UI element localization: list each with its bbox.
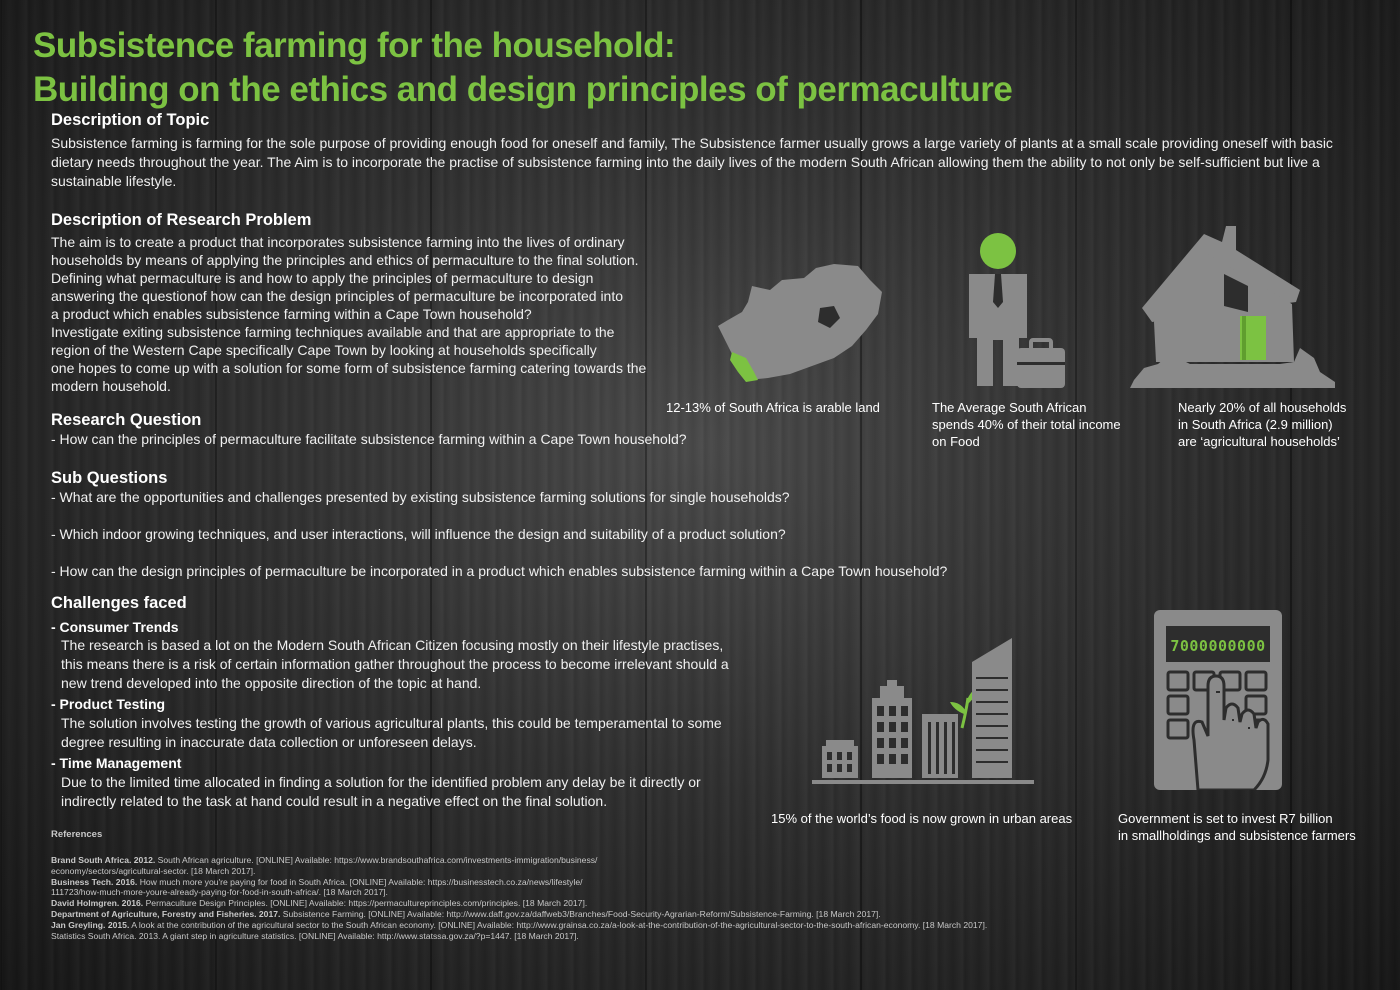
stat-line: The Average South African <box>932 400 1087 415</box>
references-list <box>51 855 1201 941</box>
house-icon <box>1130 212 1335 390</box>
stat-urban-food <box>771 810 1072 827</box>
stat-line: 12-13% of South Africa is arable land <box>666 400 880 415</box>
problem-line: Defining what permaculture is and how to apply the principles of permaculture to design <box>51 270 594 286</box>
stat-line: are ‘agricultural households’ <box>1178 434 1340 449</box>
reference-text: South African agriculture. [ONLINE] Available: https://www.brandsouthafrica.com/investments-immigration/business/ <box>155 855 598 865</box>
stat-agricultural-households <box>1178 399 1346 450</box>
challenge-body <box>61 714 722 752</box>
reference-author: Business Tech. 2016. <box>51 876 138 887</box>
reference-author: Department of Agriculture, Forestry and Fisheries. 2017. <box>51 908 281 919</box>
challenge-body <box>61 773 701 811</box>
reference-text: Subsistence Farming. [ONLINE] Available: http://www.daff.gov.za/daffweb3/Branches/Food-Security-Agrarian-Reform/Subsistence-Farming. [18 March 2017]. <box>280 908 881 919</box>
reference-text: Statistics South Africa. 2013. A giant step in agriculture statistics. [ONLINE] Available: http://www.statssa.gov.za/?p=1447. [18 March 2017]. <box>51 930 579 941</box>
challenge-line: new trend developed into the opposite direction of the topic at hand. <box>61 675 482 691</box>
problem-line: region of the Western Cape specifically Cape Town by looking at households specifically <box>51 342 597 358</box>
reference-text: Permaculture Design Principles. [ONLINE] Available: https://permacultureprinciples.com/principles. [18 March 2017]. <box>143 898 588 909</box>
problem-line: The aim is to create a product that incorporates subsistence farming into the lives of ordinary <box>51 234 625 250</box>
challenge-line: degree resulting in inaccurate data collection or unforeseen delays. <box>61 734 477 750</box>
problem-line: modern household. <box>51 378 171 394</box>
topic-heading: Description of Topic <box>51 111 210 129</box>
stat-arable-land <box>666 399 880 416</box>
reference-author: Brand South Africa. 2012. <box>51 855 156 865</box>
challenge-title: - Product Testing <box>51 696 166 712</box>
businessman-icon <box>965 232 1070 390</box>
challenge-title: - Consumer Trends <box>51 619 179 635</box>
challenge-body <box>61 636 729 693</box>
reference-text: A look at the contribution of the agricultural sector to the South African economy. [ONLINE] Available: http://www.grainsa.co.za/a-look-at-the-contribution-of-the-agricultural-sector-to-the-south-african-economy. [18 March 2017]. <box>129 919 988 930</box>
stat-government-investment <box>1118 810 1356 844</box>
calculator-display: 7000000000 <box>1170 637 1266 655</box>
sub-questions-heading: Sub Questions <box>51 469 168 487</box>
problem-line: one hopes to come up with a solution for some form of subsistence farming catering towards the <box>51 360 647 376</box>
stat-line: Government is set to invest R7 billion <box>1118 811 1333 826</box>
sub-question-item: - What are the opportunities and challenges presented by existing subsistence farming solutions for single households? <box>51 489 790 505</box>
city-skyline-icon <box>812 628 1034 786</box>
stat-line: 15% of the world’s food is now grown in urban areas <box>771 811 1073 826</box>
challenge-title: - Time Management <box>51 755 182 771</box>
reference-item <box>51 931 1201 942</box>
challenge-line: this means there is a risk of certain information gather throughout the process to become irrelevant should a <box>61 656 729 672</box>
stat-line: in South Africa (2.9 million) <box>1178 417 1333 432</box>
reference-text-cont: economy/sectors/agricultural-sector. [18 March 2017]. <box>51 865 256 876</box>
challenge-line: indirectly related to the task at hand could result in a negative effect on the final solution. <box>61 793 608 809</box>
reference-item <box>51 920 1201 931</box>
south-africa-map-icon <box>712 262 887 390</box>
title-line-2: Building on the ethics and design principles of permaculture <box>33 70 1013 109</box>
problem-line: Investigate exiting subsistence farming techniques available and that are appropriate to the <box>51 324 615 340</box>
reference-item <box>51 898 1201 909</box>
reference-item <box>51 877 1201 899</box>
research-question-heading: Research Question <box>51 411 202 429</box>
reference-author: Jan Greyling. 2015. <box>51 919 130 930</box>
problem-body <box>51 233 646 395</box>
research-question-text: - How can the principles of permaculture facilitate subsistence farming within a Cape Town household? <box>51 431 687 447</box>
sub-question-item: - Which indoor growing techniques, and user interactions, will influence the design and suitability of a product solution? <box>51 526 786 542</box>
reference-text: How much more you're paying for food in South Africa. [ONLINE] Available: https://businesstech.co.za/news/lifestyle/ <box>137 876 583 887</box>
page-title <box>33 24 1012 112</box>
topic-body: Subsistence farming is farming for the sole purpose of providing enough food for oneself and family, The Subsistence farmer usually grows a large variety of plants at a small scale providing oneself with basic dietary needs throughout the year. The Aim is to incorporate the practise of subsistence farming into the daily lives of the modern South African allowing them the ability to not only be self-sufficient but live a sustainable lifestyle. <box>51 135 1333 189</box>
reference-text-cont: 111723/how-much-more-youre-already-paying-for-food-in-south-africa/. [18 March 2017]. <box>51 887 388 898</box>
challenge-line: Due to the limited time allocated in finding a solution for the identified problem any delay be it directly or <box>61 774 701 790</box>
references-heading: References <box>51 829 103 840</box>
stat-line: on Food <box>932 434 980 449</box>
challenge-line: The solution involves testing the growth of various agricultural plants, this could be temperamental to some <box>61 715 722 731</box>
stat-line: spends 40% of their total income <box>932 417 1121 432</box>
stat-line: Nearly 20% of all households <box>1178 400 1347 415</box>
challenge-line: The research is based a lot on the Modern South African Citizen focusing mostly on their lifestyle practises, <box>61 637 724 653</box>
challenges-heading: Challenges faced <box>51 594 187 612</box>
reference-item <box>51 855 1201 877</box>
problem-line: a product which enables subsistence farming within a Cape Town household? <box>51 306 532 322</box>
title-line-1: Subsistence farming for the household: <box>33 26 676 65</box>
problem-line: answering the questionof how can the design principles of permaculture be incorporated into <box>51 288 624 304</box>
sub-question-item: - How can the design principles of permaculture be incorporated in a product which enables subsistence farming within a Cape Town household? <box>51 563 948 579</box>
stat-line: in smallholdings and subsistence farmers <box>1118 828 1356 843</box>
stat-food-income <box>932 399 1121 450</box>
reference-author: David Holmgren. 2016. <box>51 898 144 909</box>
problem-line: households by means of applying the principles and ethics of permaculture to the final solution. <box>51 252 639 268</box>
problem-heading: Description of Research Problem <box>51 211 312 229</box>
reference-item <box>51 909 1201 920</box>
